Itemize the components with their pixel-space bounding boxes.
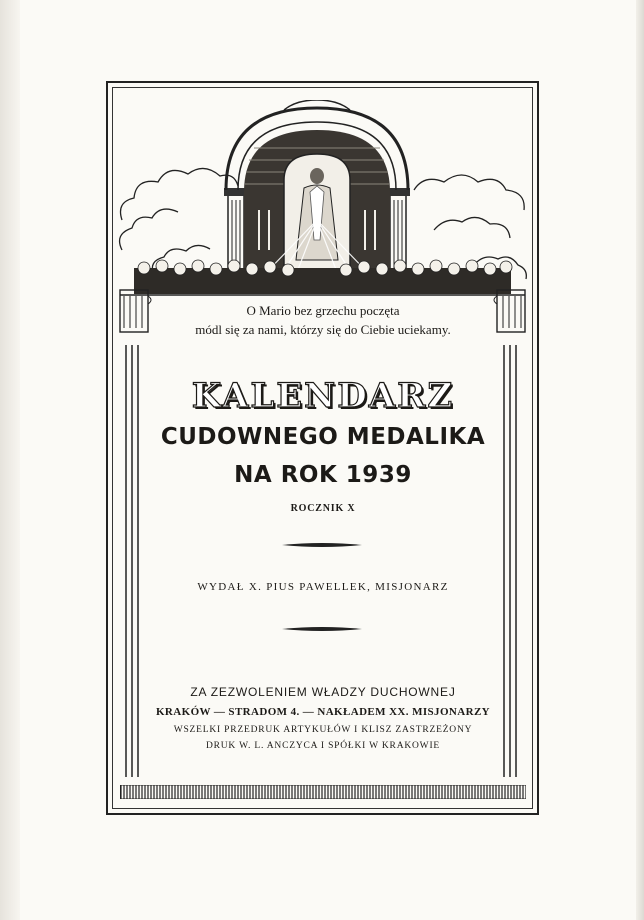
prayer-line-1: O Mario bez grzechu poczęta [246, 303, 400, 318]
title-line-3: NA ROK 1939 [234, 462, 412, 488]
bottom-ornamental-band [120, 785, 526, 799]
ornamental-divider [282, 625, 362, 633]
left-ornamental-rules [124, 345, 142, 777]
title-line-2: CUDOWNEGO MEDALIKA [160, 424, 486, 450]
prayer-line-2: módl się za nami, którzy się do Ciebie uciekamy. [195, 322, 451, 337]
page-title: KALENDARZ [191, 376, 455, 416]
editor-credit: WYDAŁ X. PIUS PAWELLEK, MISJONARZ [197, 581, 449, 593]
right-ornamental-rules [502, 345, 520, 777]
ornamental-divider [282, 541, 362, 549]
publisher-line: KRAKÓW — STRADOM 4. — NAKŁADEM XX. MISJONARZY [155, 706, 491, 718]
authorization-line: ZA ZEZWOLENIEM WŁADZY DUCHOWNEJ [190, 685, 456, 699]
volume-label: ROCZNIK X [290, 503, 356, 514]
page-binding-shadow [0, 0, 20, 920]
rights-notice: WSZELKI PRZEDRUK ARTYKUŁÓW I KLISZ ZASTRZEŻONY [173, 725, 473, 735]
printer-line: DRUK W. L. ANCZYCA I SPÓŁKI W KRAKOWIE [205, 741, 441, 751]
page-edge-shadow [636, 0, 644, 920]
